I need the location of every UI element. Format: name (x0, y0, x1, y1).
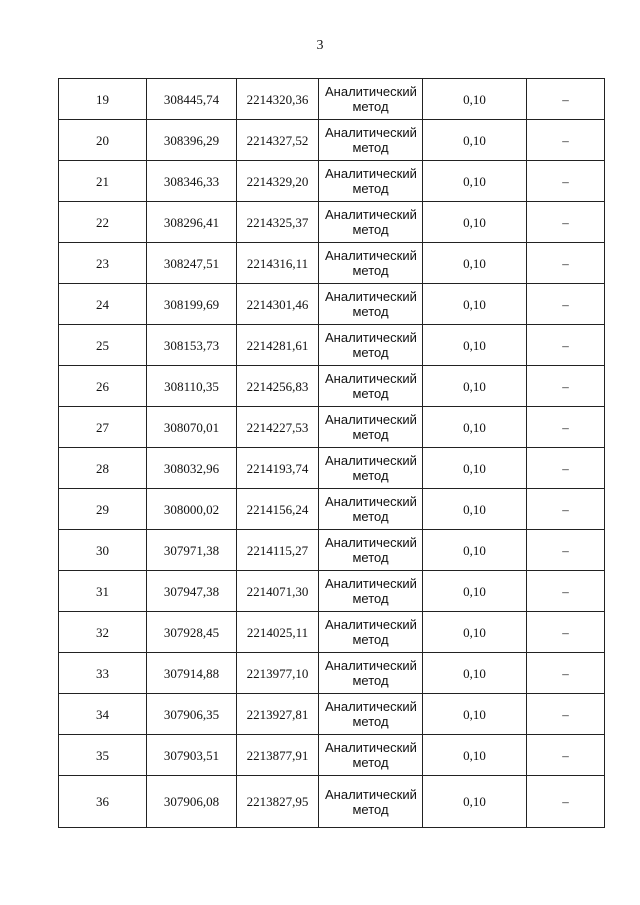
method-cell: Аналитический метод (319, 571, 423, 612)
note-cell: – (527, 407, 605, 448)
point-number-cell: 28 (59, 448, 147, 489)
note-cell: – (527, 202, 605, 243)
point-number-cell: 20 (59, 120, 147, 161)
coordinates-table (58, 78, 605, 828)
table-row (59, 776, 605, 828)
point-number-cell: 29 (59, 489, 147, 530)
table-row (59, 735, 605, 776)
method-cell: Аналитический метод (319, 448, 423, 489)
note-cell: – (527, 284, 605, 325)
note-cell: – (527, 243, 605, 284)
accuracy-cell: 0,10 (423, 202, 527, 243)
point-number-cell: 30 (59, 530, 147, 571)
table-row (59, 448, 605, 489)
x-coordinate-cell: 307914,88 (147, 653, 237, 694)
y-coordinate-cell: 2214025,11 (237, 612, 319, 653)
method-cell: Аналитический метод (319, 489, 423, 530)
table-row (59, 366, 605, 407)
y-coordinate-cell: 2213977,10 (237, 653, 319, 694)
method-cell: Аналитический метод (319, 735, 423, 776)
method-cell: Аналитический метод (319, 202, 423, 243)
x-coordinate-cell: 307928,45 (147, 612, 237, 653)
table-row (59, 79, 605, 120)
y-coordinate-cell: 2214115,27 (237, 530, 319, 571)
y-coordinate-cell: 2213827,95 (237, 776, 319, 828)
note-cell: – (527, 120, 605, 161)
y-coordinate-cell: 2214071,30 (237, 571, 319, 612)
page-number: 3 (316, 38, 324, 53)
note-cell: – (527, 571, 605, 612)
method-cell: Аналитический метод (319, 407, 423, 448)
table-row (59, 653, 605, 694)
point-number-cell: 19 (59, 79, 147, 120)
accuracy-cell: 0,10 (423, 120, 527, 161)
note-cell: – (527, 612, 605, 653)
table-row (59, 571, 605, 612)
accuracy-cell: 0,10 (423, 448, 527, 489)
method-cell: Аналитический метод (319, 120, 423, 161)
table-row (59, 489, 605, 530)
point-number-cell: 22 (59, 202, 147, 243)
x-coordinate-cell: 308296,41 (147, 202, 237, 243)
table-row (59, 243, 605, 284)
y-coordinate-cell: 2214281,61 (237, 325, 319, 366)
table-row (59, 530, 605, 571)
x-coordinate-cell: 308000,02 (147, 489, 237, 530)
x-coordinate-cell: 308445,74 (147, 79, 237, 120)
point-number-cell: 36 (59, 776, 147, 828)
x-coordinate-cell: 307947,38 (147, 571, 237, 612)
method-cell: Аналитический метод (319, 366, 423, 407)
x-coordinate-cell: 307903,51 (147, 735, 237, 776)
method-cell: Аналитический метод (319, 612, 423, 653)
method-cell: Аналитический метод (319, 776, 423, 828)
accuracy-cell: 0,10 (423, 366, 527, 407)
x-coordinate-cell: 308032,96 (147, 448, 237, 489)
point-number-cell: 21 (59, 161, 147, 202)
method-cell: Аналитический метод (319, 243, 423, 284)
table-row (59, 407, 605, 448)
x-coordinate-cell: 308070,01 (147, 407, 237, 448)
point-number-cell: 23 (59, 243, 147, 284)
note-cell: – (527, 325, 605, 366)
x-coordinate-cell: 307906,08 (147, 776, 237, 828)
y-coordinate-cell: 2214156,24 (237, 489, 319, 530)
point-number-cell: 25 (59, 325, 147, 366)
table-row (59, 325, 605, 366)
note-cell: – (527, 161, 605, 202)
accuracy-cell: 0,10 (423, 612, 527, 653)
table-row (59, 202, 605, 243)
note-cell: – (527, 776, 605, 828)
table-row (59, 694, 605, 735)
x-coordinate-cell: 308199,69 (147, 284, 237, 325)
x-coordinate-cell: 308153,73 (147, 325, 237, 366)
accuracy-cell: 0,10 (423, 694, 527, 735)
x-coordinate-cell: 307971,38 (147, 530, 237, 571)
note-cell: – (527, 530, 605, 571)
accuracy-cell: 0,10 (423, 776, 527, 828)
note-cell: – (527, 489, 605, 530)
x-coordinate-cell: 308247,51 (147, 243, 237, 284)
x-coordinate-cell: 308110,35 (147, 366, 237, 407)
accuracy-cell: 0,10 (423, 243, 527, 284)
method-cell: Аналитический метод (319, 653, 423, 694)
point-number-cell: 33 (59, 653, 147, 694)
y-coordinate-cell: 2214227,53 (237, 407, 319, 448)
y-coordinate-cell: 2214329,20 (237, 161, 319, 202)
accuracy-cell: 0,10 (423, 161, 527, 202)
accuracy-cell: 0,10 (423, 325, 527, 366)
note-cell: – (527, 694, 605, 735)
y-coordinate-cell: 2214193,74 (237, 448, 319, 489)
table-body (59, 79, 605, 828)
x-coordinate-cell: 308396,29 (147, 120, 237, 161)
note-cell: – (527, 653, 605, 694)
method-cell: Аналитический метод (319, 325, 423, 366)
accuracy-cell: 0,10 (423, 530, 527, 571)
point-number-cell: 31 (59, 571, 147, 612)
point-number-cell: 32 (59, 612, 147, 653)
y-coordinate-cell: 2214256,83 (237, 366, 319, 407)
note-cell: – (527, 366, 605, 407)
method-cell: Аналитический метод (319, 694, 423, 735)
x-coordinate-cell: 308346,33 (147, 161, 237, 202)
y-coordinate-cell: 2214320,36 (237, 79, 319, 120)
accuracy-cell: 0,10 (423, 571, 527, 612)
table-row (59, 284, 605, 325)
x-coordinate-cell: 307906,35 (147, 694, 237, 735)
point-number-cell: 26 (59, 366, 147, 407)
table-row (59, 612, 605, 653)
y-coordinate-cell: 2213877,91 (237, 735, 319, 776)
y-coordinate-cell: 2213927,81 (237, 694, 319, 735)
method-cell: Аналитический метод (319, 79, 423, 120)
y-coordinate-cell: 2214316,11 (237, 243, 319, 284)
point-number-cell: 35 (59, 735, 147, 776)
accuracy-cell: 0,10 (423, 407, 527, 448)
method-cell: Аналитический метод (319, 161, 423, 202)
accuracy-cell: 0,10 (423, 653, 527, 694)
y-coordinate-cell: 2214325,37 (237, 202, 319, 243)
table-row (59, 161, 605, 202)
accuracy-cell: 0,10 (423, 284, 527, 325)
accuracy-cell: 0,10 (423, 489, 527, 530)
y-coordinate-cell: 2214301,46 (237, 284, 319, 325)
note-cell: – (527, 448, 605, 489)
point-number-cell: 24 (59, 284, 147, 325)
point-number-cell: 34 (59, 694, 147, 735)
accuracy-cell: 0,10 (423, 735, 527, 776)
table-row (59, 120, 605, 161)
note-cell: – (527, 79, 605, 120)
method-cell: Аналитический метод (319, 530, 423, 571)
method-cell: Аналитический метод (319, 284, 423, 325)
point-number-cell: 27 (59, 407, 147, 448)
y-coordinate-cell: 2214327,52 (237, 120, 319, 161)
note-cell: – (527, 735, 605, 776)
accuracy-cell: 0,10 (423, 79, 527, 120)
